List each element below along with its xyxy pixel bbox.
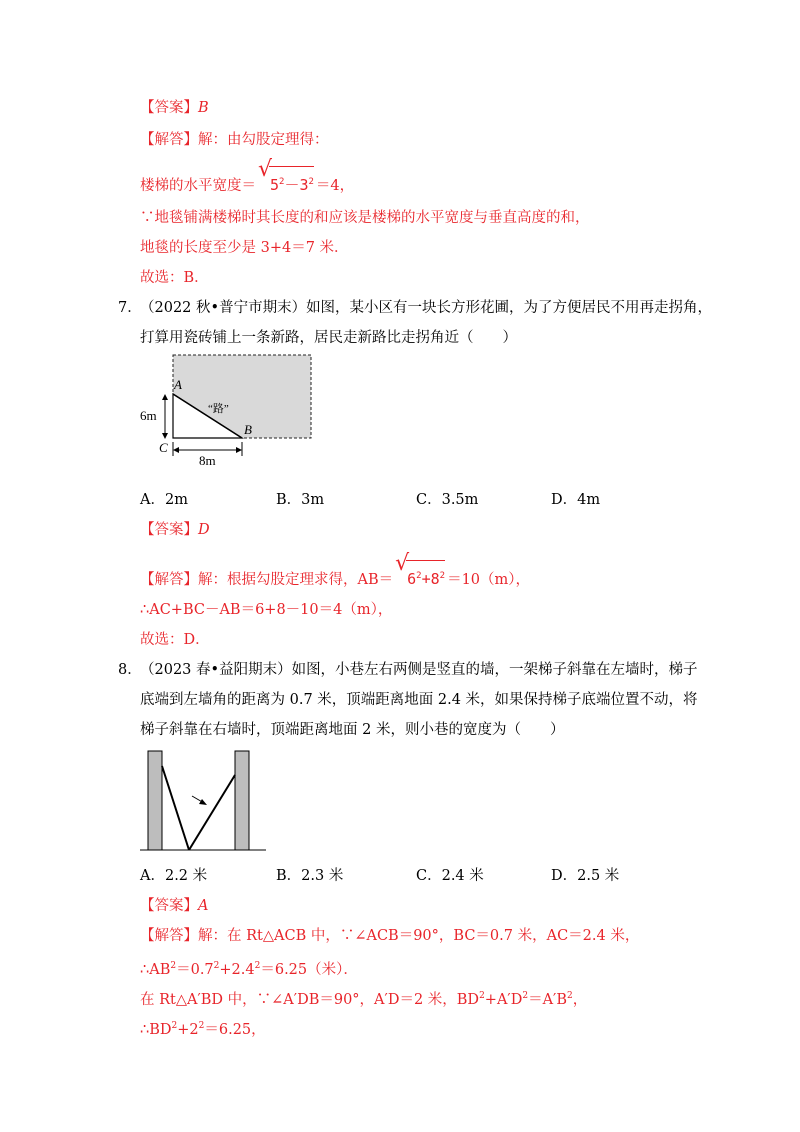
question-8-solution-line2: $\therefore AB^2=0.7^2+2.4^2=6.25$（米）．	[140, 961, 358, 978]
question-7-answer: 【答案】D	[140, 522, 210, 538]
question-7-option-c: C．3.5m	[416, 492, 479, 508]
question-8-solution-line1: 【解答】解：在 Rt△ACB 中，∵∠ACB＝90°，BC＝0.7 米，AC＝2.4 米，	[140, 928, 640, 944]
question-7-solution-line2: ∴AC+BC－AB＝6+8－10＝4（m），	[140, 602, 393, 618]
ladder-left	[162, 766, 189, 850]
prev-answer: 【答案】B	[140, 100, 209, 116]
question-8-option-b: B．2.3 米	[276, 868, 344, 884]
question-8-stem-line1: （2023 春•益阳期末）如图，小巷左右两侧是竖直的墙，一架梯子斜靠在左墙时，梯子	[140, 662, 698, 678]
question-8-stem-line2: 底端到左墙角的距离为 0.7 米，顶端距离地面 2.4 米，如果保持梯子底端位置不动，将	[140, 692, 698, 708]
right-wall	[235, 751, 249, 850]
question-7-option-a: A．2m	[140, 492, 188, 508]
label-a: A	[174, 377, 182, 392]
label-b: B	[244, 422, 252, 437]
question-8-figure	[140, 748, 270, 856]
prev-solution-line2: ∵地毯铺满楼梯时其长度的和应该是楼梯的水平宽度与垂直高度的和，	[140, 210, 590, 226]
question-8-solution-line4: $\therefore BD^2+2^2=6.25$，	[140, 1021, 266, 1038]
prev-solution-intro: 【解答】解：由勾股定理得：	[140, 132, 329, 148]
sqrt-expression: √ $6^2+8^2$	[395, 551, 446, 588]
question-8-option-d: D．2.5 米	[551, 868, 620, 884]
question-8-option-c: C．2.4 米	[416, 868, 484, 884]
prev-solution-line3: 地毯的长度至少是 3+4＝7 米．	[140, 240, 349, 256]
question-8-solution-line3: 在 Rt△A′BD 中，∵∠A′DB＝90°，A′D＝2 米，$BD^2+A'D^2=A'B^2$，	[140, 991, 588, 1008]
question-7-number: 7．	[118, 300, 142, 316]
label-width: 8m	[199, 453, 216, 468]
label-road: “路”	[208, 403, 229, 415]
question-8-stem-line3: 梯子斜靠在右墙时，顶端距离地面 2 米，则小巷的宽度为（ ）	[140, 722, 565, 738]
prev-choice: 故选：B．	[140, 270, 209, 286]
sqrt-expression: √ $5^2-3^2$	[258, 157, 314, 194]
question-7-solution-line1: 【解答】解：根据勾股定理求得，AB＝ √ $6^2+8^2 =10(m)$，	[140, 551, 531, 588]
question-7-stem-line2: 打算用瓷砖铺上一条新路，居民走新路比走拐角近（ ）	[140, 330, 517, 346]
question-8-answer: 【答案】A	[140, 898, 209, 914]
ladder-right	[189, 775, 235, 850]
question-8-option-a: A．2.2 米	[140, 868, 208, 884]
question-7-figure	[130, 350, 330, 470]
question-8-number: 8．	[118, 662, 142, 678]
label-c: C	[159, 440, 168, 455]
left-wall	[148, 751, 162, 850]
prev-solution-line1: 楼梯的水平宽度＝ √ $5^2-3^2 =4$，	[140, 157, 355, 194]
question-7-option-b: B．3m	[276, 492, 325, 508]
label-height: 6m	[140, 408, 157, 423]
question-7-stem-line1: （2022 秋•普宁市期末）如图，某小区有一块长方形花圃，为了方便居民不用再走拐角，	[140, 300, 713, 316]
question-7-option-d: D．4m	[551, 492, 601, 508]
question-7-choice: 故选：D．	[140, 632, 210, 648]
